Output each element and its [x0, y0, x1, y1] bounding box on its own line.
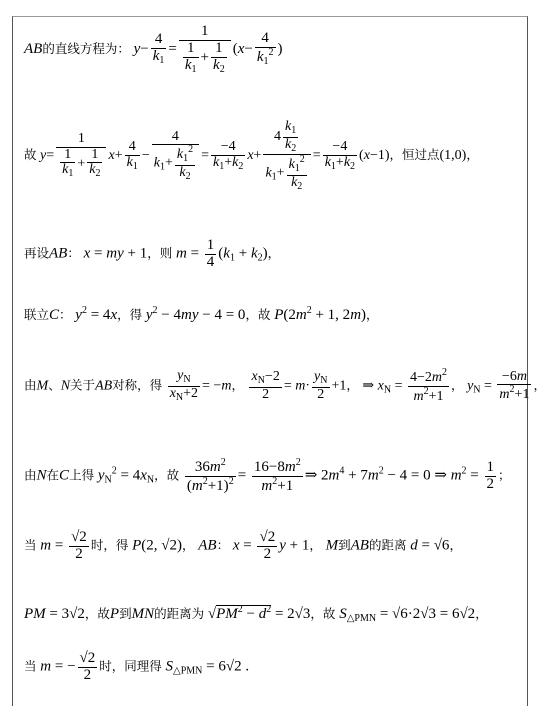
- case-negative: 当 m = − $\frac{√2}{2}$ 时，同理得 $S_{\triangle PMN} = 6√2$ .: [24, 650, 250, 683]
- ab-line-fixed-point: 故 y= 1 $\frac{1}{k_1}$ + $\frac{1}{k_2}$ x+ $\frac{4}{k_1}$ − 4 $k_1+$ $\frac{k_1^2}{k_2}$ = $\frac{-4}{k_1+k_2}$ x+ 4 $\frac{k_1}{k_2}$ $k_1+$ $\frac{k_1^2}{k_2}$ = $\frac{-4}{k_1+k_2}$ (x−1)，恒过点(1,0)，: [24, 119, 479, 192]
- area: PM = 3√2，故P到MN的距离为 $√PM^2 - d^2 = 2√3$，故 $S_{\triangle PMN} = √6\cdot 2√3 = 6√2$，: [24, 604, 488, 624]
- symmetry-mn: 由M、N关于AB对称，得 $\frac{y_N}{x_N+2}$ = −m， $\frac{x_N-2}{2}$ = m· $\frac{y_N}{2}$ +1， ⇒ $x_N$ = $\frac{4-2m^2}{m^2+1}$ ， $y_N$ = $\frac{-6m}{m^2+1}$ ，: [24, 367, 546, 404]
- combine-c: 联立C： $y^2 = 4x$，得 $y^2 - 4my - 4 = 0$，故 $P(2m^2 + 1$, 2m)，: [24, 305, 379, 323]
- ab-line-equation: AB的直线方程为： y− $\frac{4}{k_1}$ = 1 $\frac{1}{k_1}$ + $\frac{1}{k_2}$ (x− $\frac{4}{k_1^2}$ ): [24, 23, 283, 75]
- set-ab: 再设AB： x = my + 1，则 m = $\frac{1}{4}$ $(k_1 + k_2)$，: [24, 237, 281, 270]
- n-on-c: 由N在C上得 $y_N^2 = 4x_N$，故 $\frac{36m^2}{(m^2+1)^2}$ = $\frac{16-8m^2}{m^2+1}$ ⇒ $2m^4 + 7m^2 - 4 = 0$ ⇒ $m^2$ = $\frac{1}{2}$ ；: [24, 457, 511, 494]
- case-positive: 当 m = $\frac{√2}{2}$ 时，得 P(2, √2)， AB： x = $\frac{√2}{2}$ y + 1， M到AB的距离 d = √6，: [24, 529, 462, 562]
